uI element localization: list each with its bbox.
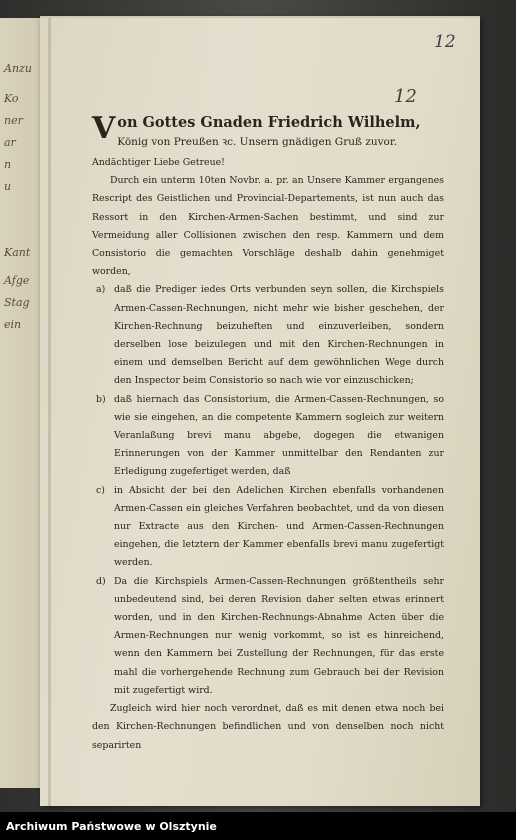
item-marker: d): [96, 575, 106, 587]
margin-note: ar: [4, 136, 16, 149]
item-marker: b): [96, 393, 106, 405]
margin-note: Stag: [4, 296, 30, 309]
margin-note: n: [4, 158, 12, 171]
item-text: in Absicht der bei den Adelichen Kirchen ebenfalls vorhandenen Armen-Cassen ein gleiches Verfahren beobachtet, und da von diesen nur Extracte aus den Kirchen- und Armen-Cassen-Rechnungen eingehen, die letztern der Kammer ebenfalls brevi manu zugefertigt werden.: [114, 484, 444, 569]
salutation: Andächtiger Liebe Getreue!: [92, 157, 225, 168]
margin-note: ein: [4, 318, 22, 331]
margin-note: Anzu: [4, 62, 32, 75]
document-page: [40, 16, 480, 806]
margin-note: Afge: [4, 274, 30, 287]
document-subheading: König von Preußen ꝛc. Unsern gnädigen Gruß zuvor.: [117, 136, 398, 148]
item-marker: a): [96, 284, 106, 296]
heading-text: on Gottes Gnaden Friedrich Wilhelm,: [117, 114, 421, 131]
list-item: [92, 482, 444, 573]
item-marker: c): [96, 484, 105, 496]
item-text: daß hiernach das Consistorium, die Armen-Cassen-Rechnungen, so wie sie eingehen, an die competente Kammern sogleich zur weitern Veranlaßung brevi manu abgebe, dogegen die etwanigen Erinnerungen von der Kammer unmittelbar den Rendanten zur Erledigung zugefertiget werden, daß: [114, 393, 444, 478]
folio-number-top: 12: [434, 32, 456, 52]
item-text: daß die Prediger iedes Orts verbunden seyn sollen, die Kirchspiels Armen-Cassen-Rechnungen, nicht mehr wie bisher geschehen, der Kirchen-Rechnung beizuheften und einzuverleiben, sondern derselben lose beizulegen und mit den Kirchen-Rechnungen in einem und demselben Bericht auf dem gewöhnlichen Wege durch den Inspector beim Consistorio so nach wie vor einzuschicken;: [114, 284, 444, 387]
margin-note: ner: [4, 114, 23, 127]
heading-initial: V: [92, 111, 116, 146]
archive-label: Archiwum Państwowe w Olsztynie: [6, 820, 217, 833]
list-item: [92, 391, 444, 482]
list-item: [92, 281, 444, 390]
folio-number: 12: [394, 86, 417, 107]
margin-note: Kant: [4, 246, 31, 259]
document-text: [92, 111, 444, 755]
item-text: Da die Kirchspiels Armen-Cassen-Rechnungen größtentheils sehr unbedeutend sind, bei deren Revision daher selten etwas erinnert worden, und in den Kirchen-Rechnungs-Abnahme Acten über die Armen-Rechnungen nur wenig vorkommt, so ist es hinreichend, wenn den Kammern bei Zustellung der Rechnungen, für das erste mahl die vorhergehende Rechnung zum Gebrauch bei der Revision mit zugefertigt wird.: [114, 575, 444, 696]
margin-note: u: [4, 180, 12, 193]
margin-note: Ko: [4, 92, 19, 105]
closing-paragraph: Zugleich wird hier noch verordnet, daß es mit denen etwa noch bei den Kirchen-Rechnungen befindlichen und von denselben noch nicht separirten: [92, 703, 444, 751]
archive-footer: [0, 812, 516, 840]
list-item: [92, 573, 444, 700]
intro-paragraph: Durch ein unterm 10ten Novbr. a. pr. an Unsere Kammer ergangenes Rescript des Geistlichen und Provincial-Departements, ist nun auch das Ressort in den Kirchen-Armen-Sachen bestimmt, und sind zur Vermeidung aller Collisionen zwischen den resp. Kammern und dem Consistorio die gemachten Vorschläge deshalb dahin genehmiget worden,: [92, 175, 444, 278]
